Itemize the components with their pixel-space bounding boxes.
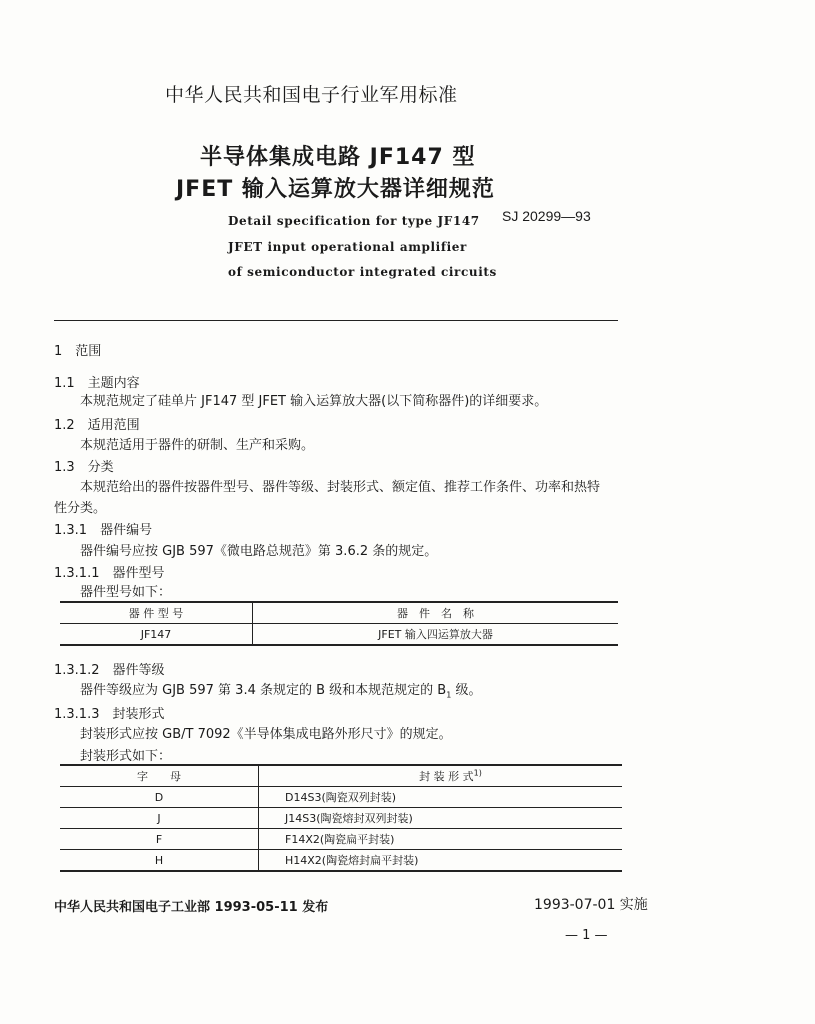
section-1-3-1-text: 器件编号应按 GJB 597《微电路总规范》第 3.6.2 条的规定。 bbox=[80, 544, 438, 559]
page-number: — 1 — bbox=[565, 928, 608, 943]
grade-text: 器件等级应为 GJB 597 第 3.4 条规定的 B 级和本规范规定的 B bbox=[80, 683, 447, 698]
package-type-table bbox=[60, 764, 622, 872]
table-cell: J bbox=[60, 808, 259, 829]
section-1-3-1-3-heading: 1.3.1.3 封装形式 bbox=[54, 707, 165, 722]
table-cell: D14S3(陶瓷双列封装) bbox=[259, 787, 623, 808]
issuing-body-heading: 中华人民共和国电子行业军用标准 bbox=[165, 84, 458, 106]
table-header-row bbox=[60, 765, 622, 787]
table-row bbox=[60, 787, 622, 808]
table-header-cell: 器 件 名 称 bbox=[253, 602, 619, 624]
section-1-3-1-1-text: 器件型号如下： bbox=[80, 585, 172, 600]
standard-number: SJ 20299—93 bbox=[502, 208, 591, 224]
device-model-table bbox=[60, 601, 618, 646]
section-1-3-1-3-text: 封装形式应按 GB/T 7092《半导体集成电路外形尺寸》的规定。 bbox=[80, 727, 452, 742]
issue-date: 中华人民共和国电子工业部 1993-05-11 发布 bbox=[54, 900, 329, 915]
section-1-3-text-b: 性分类。 bbox=[54, 501, 107, 516]
section-1-1-heading: 1.1 主题内容 bbox=[54, 376, 140, 391]
table-row bbox=[60, 808, 622, 829]
table-header-cell: 字 母 bbox=[60, 765, 259, 787]
table-cell: JFET 输入四运算放大器 bbox=[378, 628, 493, 641]
footnote-marker: 1) bbox=[473, 768, 482, 778]
section-1-3-1-3-text2: 封装形式如下： bbox=[80, 749, 172, 764]
section-1-3-text-a: 本规范给出的器件按器件型号、器件等级、封装形式、额定值、推荐工作条件、功率和热特 bbox=[80, 480, 601, 495]
section-1-3-heading: 1.3 分类 bbox=[54, 460, 114, 475]
english-title-line1: Detail specification for type JF147 bbox=[228, 214, 480, 228]
table-row bbox=[60, 850, 622, 872]
section-1-3-1-2-heading: 1.3.1.2 器件等级 bbox=[54, 663, 165, 678]
table-cell: F14X2(陶瓷扁平封装) bbox=[259, 829, 623, 850]
section-1-3-1-heading: 1.3.1 器件编号 bbox=[54, 523, 153, 538]
section-1-1-text: 本规范规定了硅单片 JF147 型 JFET 输入运算放大器(以下简称器件)的详细要求。 bbox=[80, 394, 548, 409]
table-header-row bbox=[60, 602, 618, 624]
grade-subscript: 1 bbox=[446, 690, 452, 700]
english-title-line2: JFET input operational amplifier bbox=[228, 240, 467, 254]
table-row bbox=[60, 624, 618, 646]
doc-title-line2: JFET 输入运算放大器详细规范 bbox=[176, 177, 495, 202]
table-cell: H bbox=[60, 850, 259, 872]
table-header-cell bbox=[259, 765, 623, 787]
table-row bbox=[60, 829, 622, 850]
table-cell: H14X2(陶瓷熔封扁平封装) bbox=[285, 854, 419, 867]
table-cell: F bbox=[60, 829, 259, 850]
section-1-2-text: 本规范适用于器件的研制、生产和采购。 bbox=[80, 438, 315, 453]
section-1-3-1-1-heading: 1.3.1.1 器件型号 bbox=[54, 566, 165, 581]
section-1-3-1-2-text bbox=[80, 679, 481, 700]
table-header-cell: 器 件 型 号 bbox=[60, 602, 253, 624]
table-cell: JF147 bbox=[60, 624, 253, 646]
section-1-heading: 1 范围 bbox=[54, 344, 102, 359]
table-cell: J14S3(陶瓷熔封双列封装) bbox=[259, 808, 623, 829]
effective-date: 1993-07-01 实施 bbox=[534, 897, 648, 913]
title-divider bbox=[54, 320, 618, 321]
grade-tail: 级。 bbox=[451, 683, 482, 698]
table-cell: D bbox=[60, 787, 259, 808]
english-title-line3: of semiconductor integrated circuits bbox=[228, 265, 497, 279]
package-header-label: 封 装 形 式 bbox=[419, 770, 474, 783]
section-1-2-heading: 1.2 适用范围 bbox=[54, 418, 140, 433]
doc-title-line1: 半导体集成电路 JF147 型 bbox=[200, 145, 476, 170]
